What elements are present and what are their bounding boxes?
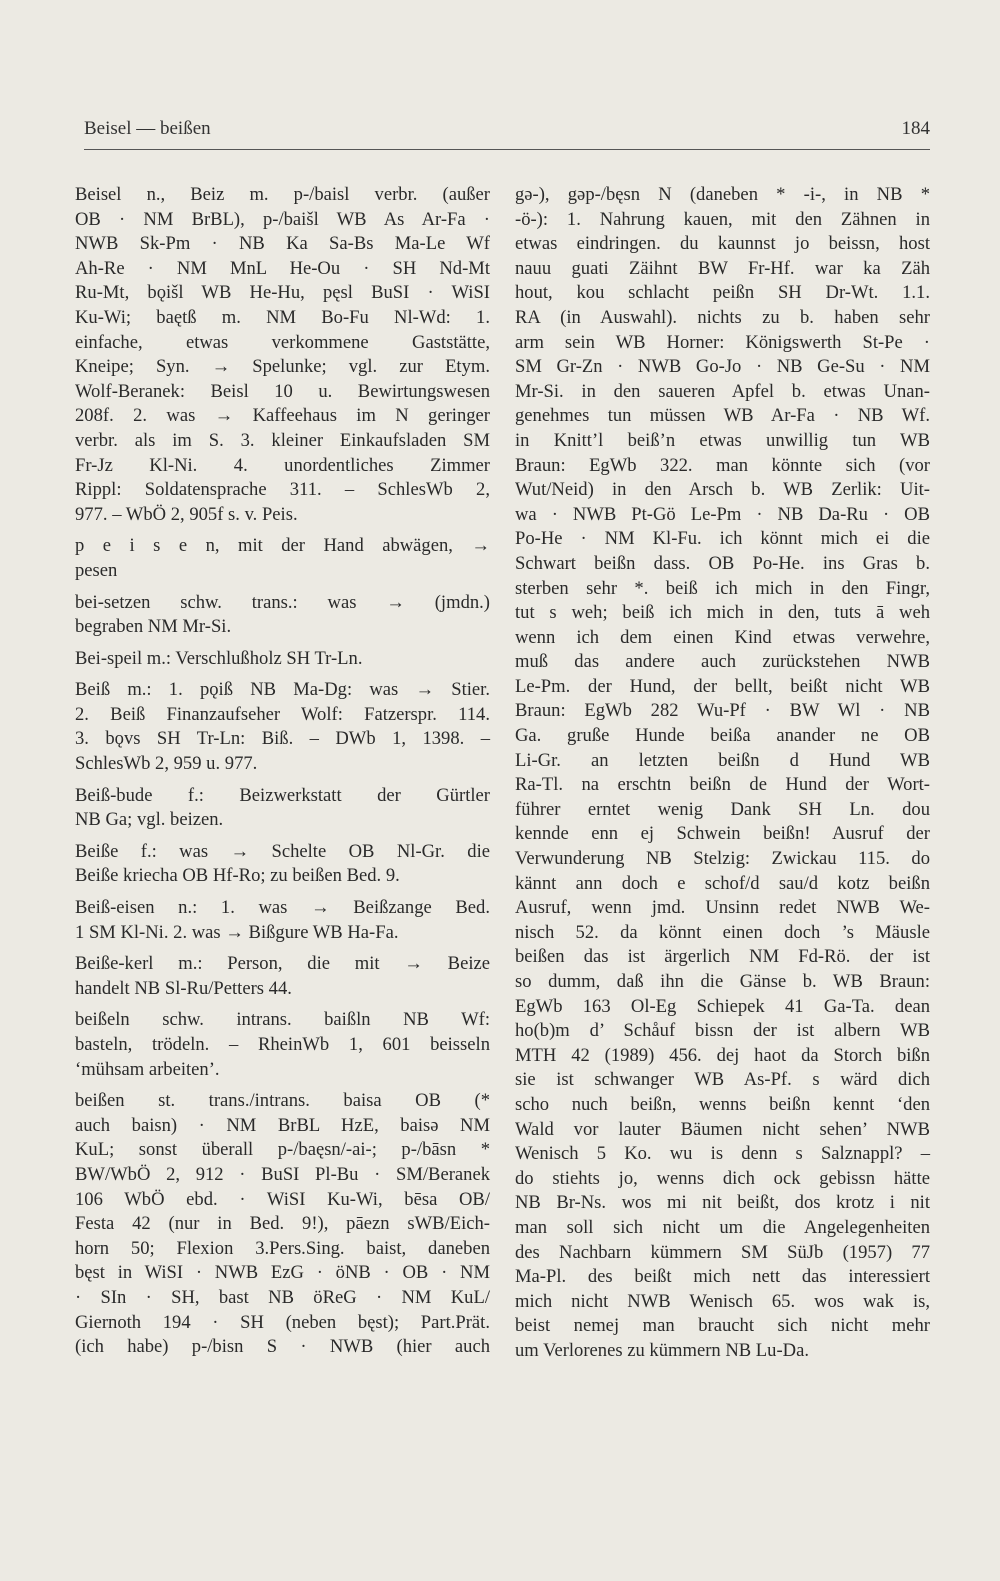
text-line: Wald vor lauter Bäumen nicht sehen’ NWB <box>515 1118 930 1140</box>
text-line: RA (in Auswahl). nichts zu b. haben sehr <box>515 306 930 328</box>
text-line: nisch 52. da könnt einen doch ’s Mäusle <box>515 921 930 943</box>
text-line: führer erntet wenig Dank SH Ln. dou <box>515 798 930 820</box>
text-line: Wenisch 5 Ko. wu is denn s Salznappl? – <box>515 1143 930 1165</box>
text-line: horn 50; Flexion 3.Pers.Sing. baist, daneben <box>75 1237 490 1259</box>
text-line: Braun: EgWb 322. man könnte sich (vor <box>515 454 930 476</box>
text-line: MTH 42 (1989) 456. dej haot da Storch bißn <box>515 1044 930 1066</box>
text-line: arm sein WB Horner: Königswerth St-Pe · <box>515 331 930 353</box>
text-line: Beiß-eisen n.: 1. was → Beißzange Bed. <box>75 897 490 919</box>
text-line: NWB Sk-Pm · NB Ka Sa-Bs Ma-Le Wf <box>75 233 490 255</box>
text-line: (ich habe) p-/bisn S · NWB (hier auch <box>75 1336 490 1358</box>
text-line: einfache, etwas verkommene Gaststätte, <box>75 331 490 353</box>
text-line: etwas eindringen. du kaunnst jo beissn, host <box>515 233 930 255</box>
text-line: in Knitt’l beiß’n etwas unwillig tun WB <box>515 429 930 451</box>
text-line: Bei-speil m.: Verschlußholz SH Tr-Ln. <box>75 647 363 669</box>
text-line: bęst in WiSI · NWB EzG · öNB · OB · NM <box>75 1262 490 1284</box>
text-line: handelt NB Sl-Ru/Petters 44. <box>75 977 292 999</box>
text-line: tut s weh; beiß ich mich in den, tuts ā weh <box>515 602 930 624</box>
text-line: Beiß m.: 1. pǫiß NB Ma-Dg: was → Stier. <box>75 679 490 701</box>
text-line: kännt ann doch e schof/d sau/d kotz beißn <box>515 872 930 894</box>
text-line: um Verlorenes zu kümmern NB Lu-Da. <box>515 1339 809 1361</box>
text-line: Beisel n., Beiz m. p-/baisl verbr. (außer <box>75 184 490 205</box>
text-line: 977. – WbÖ 2, 905f s. v. Peis. <box>75 503 298 525</box>
text-line: bei-setzen schw. trans.: was → (jmdn.) <box>75 591 490 613</box>
text-line: sterben sehr *. beiß ich mich in den Fingr, <box>515 577 930 599</box>
text-line: beißen st. trans./intrans. baisa OB (* <box>75 1090 490 1112</box>
text-line: Braun: EgWb 282 Wu-Pf · BW Wl · NB <box>515 700 930 722</box>
right-column <box>515 183 930 1364</box>
text-line: ‘mühsam arbeiten’. <box>75 1058 220 1080</box>
text-line: Fr-Jz Kl-Ni. 4. unordentliches Zimmer <box>75 454 490 476</box>
text-line: so dumm, daß ihn die Gänse b. WB Braun: <box>515 971 930 992</box>
text-line: NB Br-Ns. wos mi nit beißt, dos krotz i nit <box>515 1192 930 1214</box>
text-line: Rippl: Soldatensprache 311. – SchlesWb 2, <box>75 479 490 501</box>
text-line: Ga. gruße Hunde beißa anander ne OB <box>515 725 930 747</box>
text-line: Le-Pm. der Hund, der bellt, beißt nicht WB <box>515 675 930 697</box>
text-line: Wut/Neid) in den Arsch b. WB Zerlik: Uit- <box>515 479 930 501</box>
text-line: Mr-Si. in den saueren Apfel b. etwas Unan- <box>515 380 930 402</box>
text-line: wa · NWB Pt-Gö Le-Pm · NB Da-Ru · OB <box>515 503 930 525</box>
text-line: Schwart beißn dass. OB Po-He. ins Gras b. <box>515 552 930 574</box>
text-line: nauu guati Zäihnt BW Fr-Hf. war ka Zäh <box>515 257 930 279</box>
text-line: man soll sich nicht um die Angelegenheiten <box>515 1216 930 1238</box>
text-line: beißen das ist ärgerlich NM Fd-Rö. der ist <box>515 946 930 968</box>
text-line: SM Gr-Zn · NWB Go-Jo · NB Ge-Su · NM <box>515 356 930 378</box>
text-line: hout, kou schlacht peißn SH Dr-Wt. 1.1. <box>515 282 930 304</box>
text-line: Ah-Re · NM MnL He-Ou · SH Nd-Mt <box>75 257 490 279</box>
text-line: Wolf-Beranek: Beisl 10 u. Bewirtungswesen <box>75 380 490 402</box>
text-line: Festa 42 (nur in Bed. 9!), pāezn sWB/Eich- <box>75 1213 490 1235</box>
text-line: 3. bǫvs SH Tr-Ln: Biß. – DWb 1, 1398. – <box>75 728 490 750</box>
text-line: Ra-Tl. na erschtn beißn de Hund der Wort- <box>515 774 930 796</box>
text-line: 2. Beiß Finanzaufseher Wolf: Fatzerspr. 114. <box>75 703 490 725</box>
text-line: beist nemej man braucht sich nicht mehr <box>515 1315 930 1337</box>
page-number: 184 <box>901 118 930 139</box>
text-line: auch baisn) · NM BrBL HzE, baisə NM <box>75 1114 490 1136</box>
text-line: do stiehts jo, wenns dich ock gebissn hätte <box>515 1167 930 1189</box>
text-line: 208f. 2. was → Kaffeehaus im N geringer <box>75 405 490 427</box>
running-head-title: Beisel — beißen <box>84 118 211 139</box>
text-line: Giernoth 194 · SH (neben bęst); Part.Prät. <box>75 1311 490 1333</box>
text-line: p e i s e n, mit der Hand abwägen, → <box>75 535 490 557</box>
text-line: Ru-Mt, bǫišl WB He-Hu, pęsl BuSI · WiSI <box>75 282 490 304</box>
text-line: NB Ga; vgl. beizen. <box>75 809 224 831</box>
text-line: verbr. als im S. 3. kleiner Einkaufsladen SM <box>75 429 490 451</box>
text-line: begraben NM Mr-Si. <box>75 616 232 638</box>
text-line: beißeln schw. intrans. baißln NB Wf: <box>75 1009 490 1031</box>
text-line: muß das andere auch zurückstehen NWB <box>515 651 930 673</box>
text-line: Beiße kriecha OB Hf-Ro; zu beißen Bed. 9. <box>75 865 400 887</box>
text-line: Po-He · NM Kl-Fu. ich könnt mich ei die <box>515 528 930 550</box>
text-line: 106 WbÖ ebd. · WiSI Ku-Wi, bēsa OB/ <box>75 1188 490 1210</box>
text-line: KuL; sonst überall p-/baęsn/-ai-; p-/bāsn * <box>75 1139 490 1161</box>
text-line: · SIn · SH, bast NB öReG · NM KuL/ <box>75 1286 490 1308</box>
text-line: sie ist schwanger WB As-Pf. s wärd dich <box>515 1069 930 1091</box>
text-line: Ausruf, wenn jmd. Unsinn redet NWB We- <box>515 897 930 919</box>
text-line: scho nuch beißn, wenns beißn kennt ‘den <box>515 1093 930 1115</box>
text-line: Ma-Pl. des beißt mich nett das interessiert <box>515 1266 930 1288</box>
text-line: EgWb 163 Ol-Eg Schiepek 41 Ga-Ta. dean <box>515 995 930 1017</box>
text-line: ho(b)m d’ Schåuf bissn der ist albern WB <box>515 1020 930 1042</box>
text-line: des Nachbarn kümmern SM SüJb (1957) 77 <box>515 1241 930 1263</box>
text-line: OB · NM BrBL), p-/baišl WB As Ar-Fa · <box>75 208 490 230</box>
text-line: SchlesWb 2, 959 u. 977. <box>75 753 258 775</box>
text-line: BW/WbÖ 2, 912 · BuSI Pl-Bu · SM/Beranek <box>75 1163 490 1185</box>
text-line: 1 SM Kl-Ni. 2. was → Bißgure WB Ha-Fa. <box>75 921 399 943</box>
text-line: pesen <box>75 559 118 581</box>
text-line: mich nicht NWB Wenisch 65. wos wak is, <box>515 1290 930 1312</box>
text-line: Ku-Wi; baętß m. NM Bo-Fu Nl-Wd: 1. <box>75 306 490 328</box>
text-line: Beiße-kerl m.: Person, die mit → Beize <box>75 953 490 975</box>
left-column <box>75 183 490 1360</box>
text-line: Kneipe; Syn. → Spelunke; vgl. zur Etym. <box>75 356 490 378</box>
text-line: basteln, trödeln. – RheinWb 1, 601 beisseln <box>75 1034 490 1055</box>
text-line: Verwunderung NB Stelzig: Zwickau 115. do <box>515 848 930 870</box>
text-line: Beiß-bude f.: Beizwerkstatt der Gürtler <box>75 784 490 806</box>
text-line: Li-Gr. an letzten beißn d Hund WB <box>515 749 930 771</box>
header-rule <box>84 149 930 150</box>
text-line: gə-), gəp-/bęsn N (daneben * -i-, in NB * <box>515 184 930 205</box>
text-line: kennde enn ej Schwein beißn! Ausruf der <box>515 823 930 845</box>
text-line: genehmes tun müssen WB Ar-Fa · NB Wf. <box>515 405 930 427</box>
text-line: -ö-): 1. Nahrung kauen, mit den Zähnen in <box>515 208 930 230</box>
text-line: Beiße f.: was → Schelte OB Nl-Gr. die <box>75 840 490 862</box>
text-line: wenn ich dem einen Kind etwas verwehre, <box>515 626 930 648</box>
